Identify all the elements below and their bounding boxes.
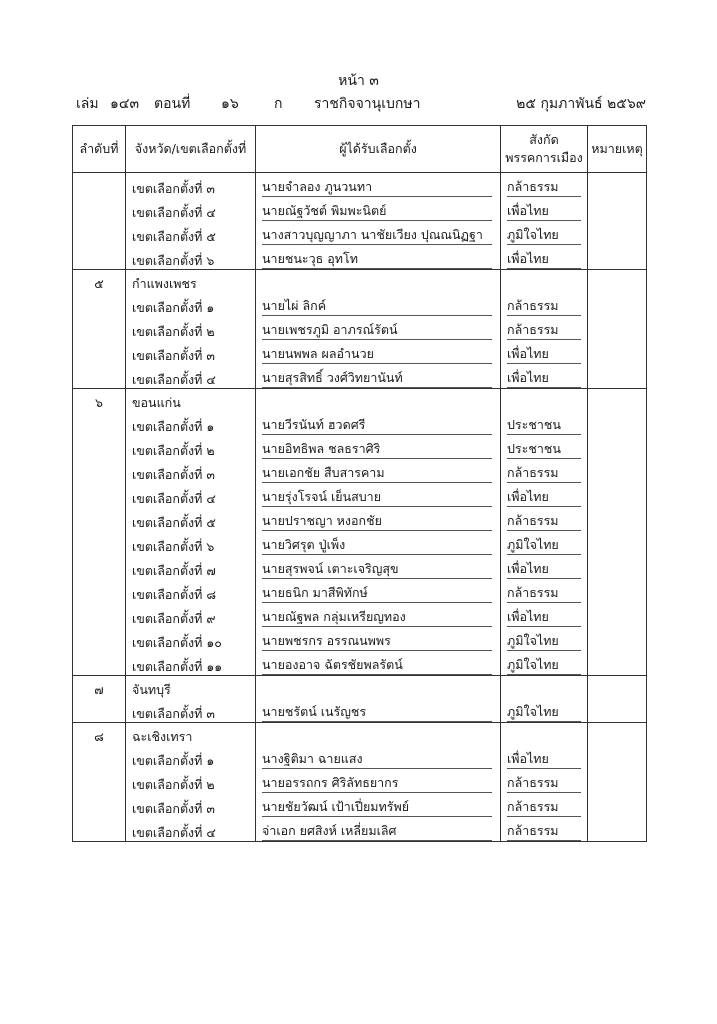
cell-elected-text: นายเพชรภูมิ อาภรณ์รัตน์	[262, 322, 492, 340]
cell-party	[501, 723, 588, 746]
table-header-row	[73, 126, 647, 173]
cell-seq	[73, 197, 126, 221]
cell-party-text: เพื่อไทย	[507, 203, 581, 221]
cell-province: ฉะเชิงเทรา	[126, 723, 256, 746]
cell-seq	[73, 627, 126, 651]
cell-elected-text: นายจำลอง ภูนวนทา	[262, 179, 492, 197]
cell-seq	[73, 769, 126, 793]
cell-district: เขตเลือกตั้งที่ ๔	[126, 483, 256, 507]
header-district: จังหวัด/เขตเลือกตั้งที่	[126, 126, 256, 173]
cell-elected-text: นายไผ่ ลิกค์	[262, 298, 492, 316]
cell-seq	[73, 745, 126, 769]
cell-party	[501, 364, 588, 389]
cell-province: กำแพงเพชร	[126, 270, 256, 293]
cell-remark	[588, 411, 647, 435]
cell-district: เขตเลือกตั้งที่ ๔	[126, 817, 256, 842]
cell-district: เขตเลือกตั้งที่ ๖	[126, 531, 256, 555]
cell-party	[501, 173, 588, 198]
cell-seq	[73, 316, 126, 340]
cell-district: เขตเลือกตั้งที่ ๑๐	[126, 627, 256, 651]
cell-elected-text: นางสาวบุญญาภา นาชัยเวียง ปุณณนิฏฐา	[262, 227, 492, 245]
cell-party-text: กล้าธรรม	[507, 799, 581, 817]
cell-district: เขตเลือกตั้งที่ ๑	[126, 411, 256, 435]
cell-province: จันทบุรี	[126, 676, 256, 699]
cell-district: เขตเลือกตั้งที่ ๙	[126, 603, 256, 627]
cell-elected	[256, 579, 501, 603]
cell-party	[501, 698, 588, 723]
cell-party-text: ภูมิใจไทย	[507, 633, 581, 651]
cell-seq	[73, 435, 126, 459]
province-row	[73, 676, 647, 699]
cell-remark	[588, 627, 647, 651]
cell-seq: ๗	[73, 676, 126, 699]
cell-remark	[588, 603, 647, 627]
cell-remark	[588, 364, 647, 389]
cell-party	[501, 483, 588, 507]
cell-elected-text: จ่าเอก ยศสิงห์ เหลี่ยมเลิศ	[262, 823, 492, 841]
cell-party-text: เพื่อไทย	[507, 370, 581, 388]
table-row	[73, 435, 647, 459]
cell-district: เขตเลือกตั้งที่ ๕	[126, 507, 256, 531]
cell-seq	[73, 292, 126, 316]
cell-elected	[256, 292, 501, 316]
cell-seq	[73, 579, 126, 603]
cell-seq	[73, 173, 126, 198]
table-row	[73, 459, 647, 483]
cell-elected	[256, 411, 501, 435]
cell-remark	[588, 316, 647, 340]
cell-party	[501, 197, 588, 221]
cell-elected	[256, 817, 501, 842]
cell-party-text: กล้าธรรม	[507, 298, 581, 316]
table-row	[73, 698, 647, 723]
cell-remark	[588, 292, 647, 316]
province-row	[73, 389, 647, 412]
cell-party	[501, 676, 588, 699]
cell-elected	[256, 459, 501, 483]
cell-district: เขตเลือกตั้งที่ ๑๑	[126, 651, 256, 676]
cell-elected-text: นายนพพล ผลอำนวย	[262, 346, 492, 364]
cell-elected-text: นายชนะวุธ อุทโท	[262, 251, 492, 269]
cell-party-text: เพื่อไทย	[507, 609, 581, 627]
cell-party	[501, 411, 588, 435]
cell-elected-text: นายปราชญา หงอกชัย	[262, 513, 492, 531]
cell-elected	[256, 435, 501, 459]
cell-elected-text: นายรุ่งโรจน์ เย็นสบาย	[262, 489, 492, 507]
cell-party	[501, 245, 588, 270]
cell-party	[501, 555, 588, 579]
table-row	[73, 507, 647, 531]
cell-seq: ๕	[73, 270, 126, 293]
cell-remark	[588, 340, 647, 364]
cell-elected	[256, 627, 501, 651]
cell-elected	[256, 555, 501, 579]
cell-elected	[256, 676, 501, 699]
cell-seq	[73, 817, 126, 842]
cell-party-text: กล้าธรรม	[507, 513, 581, 531]
header-seq: ลำดับที่	[73, 126, 126, 173]
table-row	[73, 340, 647, 364]
cell-remark	[588, 651, 647, 676]
issue-section: ก	[274, 96, 283, 112]
cell-remark	[588, 555, 647, 579]
cell-district: เขตเลือกตั้งที่ ๒	[126, 435, 256, 459]
cell-remark	[588, 793, 647, 817]
cell-party	[501, 292, 588, 316]
cell-remark	[588, 197, 647, 221]
cell-remark	[588, 698, 647, 723]
cell-district: เขตเลือกตั้งที่ ๓	[126, 698, 256, 723]
cell-elected-text: นายณัฐวัชต์ พิมพะนิตย์	[262, 203, 492, 221]
cell-remark	[588, 483, 647, 507]
table-row	[73, 793, 647, 817]
cell-district: เขตเลือกตั้งที่ ๗	[126, 555, 256, 579]
cell-party	[501, 651, 588, 676]
cell-seq	[73, 483, 126, 507]
table-row	[73, 316, 647, 340]
cell-district: เขตเลือกตั้งที่ ๘	[126, 579, 256, 603]
cell-elected	[256, 340, 501, 364]
gazette-header	[76, 93, 646, 113]
table-row	[73, 292, 647, 316]
cell-elected	[256, 723, 501, 746]
cell-elected	[256, 745, 501, 769]
cell-party	[501, 579, 588, 603]
table-row	[73, 555, 647, 579]
cell-remark	[588, 745, 647, 769]
cell-remark	[588, 270, 647, 293]
cell-party-text: ภูมิใจไทย	[507, 227, 581, 245]
cell-elected-text: นายณัฐพล กลุ่มเหรียญทอง	[262, 609, 492, 627]
cell-party-text: ประชาชน	[507, 441, 581, 459]
cell-party	[501, 507, 588, 531]
table-row	[73, 483, 647, 507]
header-party	[501, 126, 588, 173]
cell-district: เขตเลือกตั้งที่ ๓	[126, 459, 256, 483]
cell-elected-text: นายชรัตน์ เนรัญชร	[262, 704, 492, 722]
cell-party	[501, 459, 588, 483]
cell-elected	[256, 364, 501, 389]
cell-party-text: กล้าธรรม	[507, 322, 581, 340]
cell-remark	[588, 435, 647, 459]
cell-party	[501, 603, 588, 627]
header-party-line2: พรรคการเมือง	[505, 150, 583, 165]
cell-party	[501, 435, 588, 459]
cell-district: เขตเลือกตั้งที่ ๑	[126, 745, 256, 769]
cell-elected	[256, 221, 501, 245]
cell-district: เขตเลือกตั้งที่ ๓	[126, 173, 256, 198]
cell-elected	[256, 197, 501, 221]
cell-party-text: เพื่อไทย	[507, 561, 581, 579]
table-row	[73, 364, 647, 389]
issue-label: ตอนที่	[154, 96, 191, 112]
cell-district: เขตเลือกตั้งที่ ๕	[126, 221, 256, 245]
cell-party	[501, 817, 588, 842]
issue-number: ๑๖	[221, 96, 239, 112]
cell-elected-text: นายธนิก มาสีพิทักษ์	[262, 585, 492, 603]
table-row	[73, 627, 647, 651]
cell-elected-text: นายอรรถกร ศิริลัทธยากร	[262, 775, 492, 793]
cell-elected	[256, 173, 501, 198]
cell-party-text: ภูมิใจไทย	[507, 704, 581, 722]
cell-remark	[588, 173, 647, 198]
cell-party	[501, 270, 588, 293]
page-number: หน้า ๓	[338, 73, 379, 89]
cell-elected-text: นายวิศรุต ปู่เพ็ง	[262, 537, 492, 555]
cell-seq	[73, 793, 126, 817]
volume-number: ๑๔๓	[110, 96, 140, 112]
cell-seq	[73, 651, 126, 676]
cell-remark	[588, 579, 647, 603]
cell-district: เขตเลือกตั้งที่ ๒	[126, 769, 256, 793]
cell-elected-text: นายพชรกร อรรณนพพร	[262, 633, 492, 651]
cell-seq	[73, 364, 126, 389]
cell-party-text: กล้าธรรม	[507, 465, 581, 483]
cell-remark	[588, 676, 647, 699]
table-row	[73, 579, 647, 603]
cell-party	[501, 389, 588, 412]
cell-elected-text: นายวีรนันท์ ฮวดศรี	[262, 417, 492, 435]
cell-seq	[73, 698, 126, 723]
table-row	[73, 221, 647, 245]
cell-seq	[73, 459, 126, 483]
table-row	[73, 769, 647, 793]
cell-party	[501, 793, 588, 817]
cell-district: เขตเลือกตั้งที่ ๒	[126, 316, 256, 340]
cell-party-text: ภูมิใจไทย	[507, 657, 581, 675]
table-row	[73, 197, 647, 221]
cell-seq	[73, 411, 126, 435]
cell-remark	[588, 507, 647, 531]
table-row	[73, 745, 647, 769]
table-row	[73, 651, 647, 676]
table-row	[73, 245, 647, 270]
cell-elected	[256, 389, 501, 412]
cell-party-text: กล้าธรรม	[507, 775, 581, 793]
cell-party	[501, 745, 588, 769]
cell-remark	[588, 245, 647, 270]
cell-seq	[73, 340, 126, 364]
election-results-table	[72, 125, 647, 842]
cell-party-text: เพื่อไทย	[507, 346, 581, 364]
cell-seq	[73, 531, 126, 555]
cell-elected	[256, 316, 501, 340]
header-elected: ผู้ได้รับเลือกตั้ง	[256, 126, 501, 173]
cell-district: เขตเลือกตั้งที่ ๓	[126, 340, 256, 364]
cell-elected-text: นายอิทธิพล ชลธราศิริ	[262, 441, 492, 459]
cell-seq	[73, 603, 126, 627]
cell-party	[501, 340, 588, 364]
cell-seq	[73, 245, 126, 270]
table-row	[73, 411, 647, 435]
cell-party-text: เพื่อไทย	[507, 751, 581, 769]
table-row	[73, 817, 647, 842]
header-party-line1: สังกัด	[529, 132, 559, 147]
header-remark: หมายเหตุ	[588, 126, 647, 173]
cell-elected	[256, 270, 501, 293]
publication-date: ๒๕ กุมภาพันธ์ ๒๕๖๙	[516, 96, 646, 112]
cell-party-text: กล้าธรรม	[507, 823, 581, 841]
cell-seq: ๘	[73, 723, 126, 746]
cell-seq	[73, 221, 126, 245]
cell-party-text: เพื่อไทย	[507, 489, 581, 507]
cell-elected-text: นายเอกชัย สืบสารคาม	[262, 465, 492, 483]
cell-remark	[588, 389, 647, 412]
cell-elected	[256, 507, 501, 531]
cell-elected	[256, 603, 501, 627]
cell-party-text: กล้าธรรม	[507, 179, 581, 197]
cell-elected-text: นายองอาจ ฉัตรชัยพลรัตน์	[262, 657, 492, 675]
gazette-name: ราชกิจจานุเบกษา	[314, 96, 421, 112]
cell-party	[501, 769, 588, 793]
cell-party	[501, 627, 588, 651]
cell-remark	[588, 769, 647, 793]
cell-elected-text: นายสุรพจน์ เตาะเจริญสุข	[262, 561, 492, 579]
cell-district: เขตเลือกตั้งที่ ๓	[126, 793, 256, 817]
cell-elected	[256, 245, 501, 270]
volume-label: เล่ม	[76, 96, 99, 112]
cell-elected-text: นายสุรสิทธิ์ วงศ์วิทยานันท์	[262, 370, 492, 388]
cell-party-text: ประชาชน	[507, 417, 581, 435]
table-row	[73, 173, 647, 198]
cell-party	[501, 531, 588, 555]
table-row	[73, 531, 647, 555]
cell-elected	[256, 651, 501, 676]
cell-party	[501, 316, 588, 340]
cell-party-text: ภูมิใจไทย	[507, 537, 581, 555]
cell-seq	[73, 507, 126, 531]
cell-remark	[588, 459, 647, 483]
table-row	[73, 603, 647, 627]
cell-province: ขอนแก่น	[126, 389, 256, 412]
cell-remark	[588, 531, 647, 555]
cell-remark	[588, 817, 647, 842]
cell-remark	[588, 723, 647, 746]
cell-elected	[256, 793, 501, 817]
cell-elected	[256, 483, 501, 507]
province-row	[73, 270, 647, 293]
cell-elected-text: นายชัยวัฒน์ เป้าเปี่ยมทรัพย์	[262, 799, 492, 817]
cell-district: เขตเลือกตั้งที่ ๖	[126, 245, 256, 270]
cell-remark	[588, 221, 647, 245]
cell-elected	[256, 698, 501, 723]
cell-elected-text: นางฐิติมา ฉายแสง	[262, 751, 492, 769]
cell-seq: ๖	[73, 389, 126, 412]
province-row	[73, 723, 647, 746]
cell-elected	[256, 769, 501, 793]
cell-seq	[73, 555, 126, 579]
cell-party	[501, 221, 588, 245]
cell-district: เขตเลือกตั้งที่ ๔	[126, 364, 256, 389]
cell-party-text: เพื่อไทย	[507, 251, 581, 269]
cell-party-text: กล้าธรรม	[507, 585, 581, 603]
cell-district: เขตเลือกตั้งที่ ๑	[126, 292, 256, 316]
cell-elected	[256, 531, 501, 555]
cell-district: เขตเลือกตั้งที่ ๔	[126, 197, 256, 221]
